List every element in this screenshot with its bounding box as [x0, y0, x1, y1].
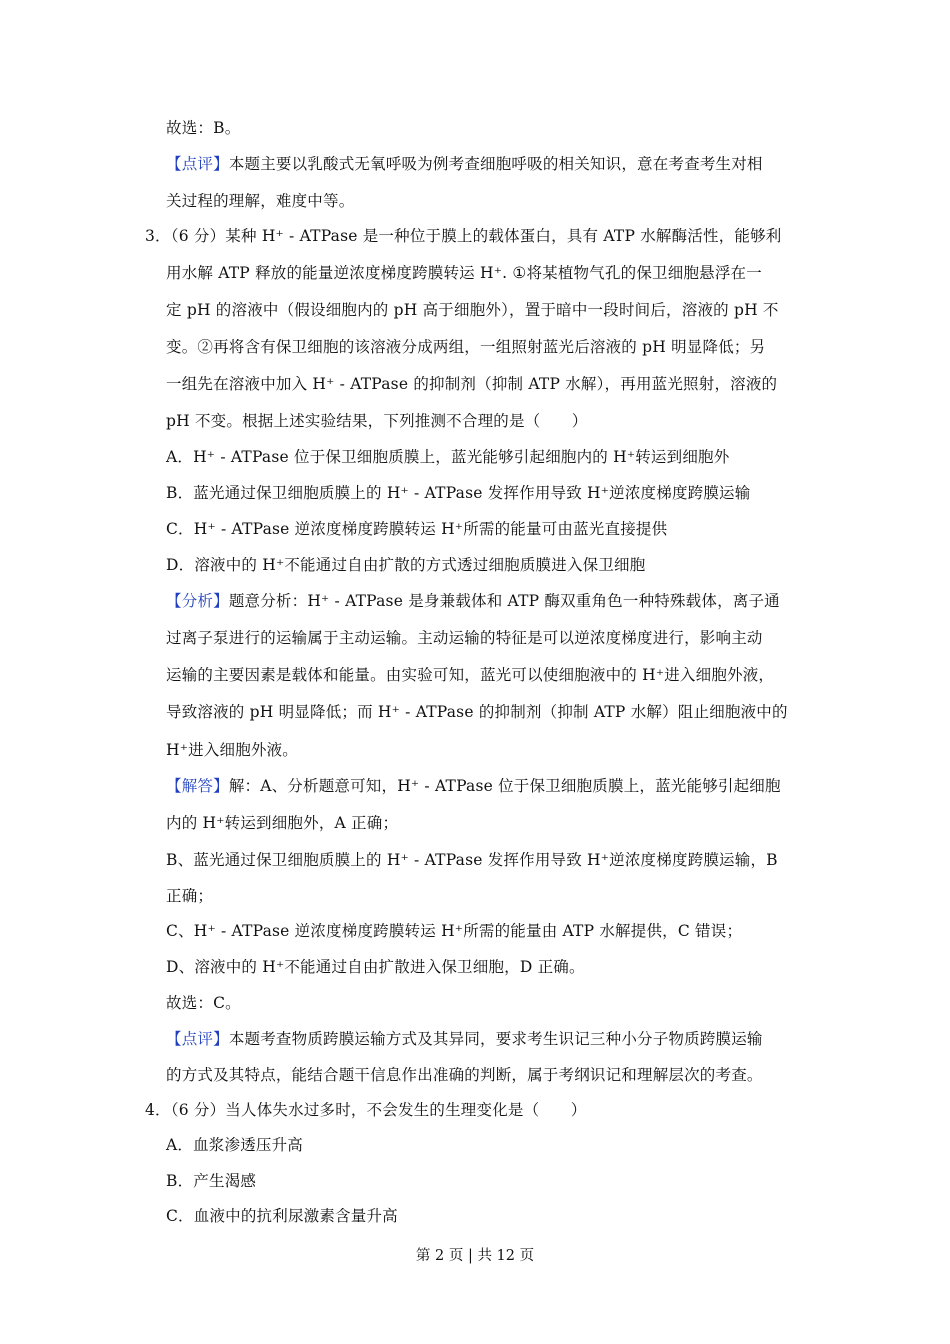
line-text: 导致溶液的 pH 明显降低；而 H⁺ - ATPase 的抑制剂（抑制 ATP 水解）阻止细胞液中的: [166, 703, 788, 721]
text-line: [145, 226, 782, 246]
text-line: [166, 921, 742, 941]
line-text: 的方式及其特点，能结合题干信息作出准确的判断，属于考纲识记和理解层次的考查。: [166, 1066, 763, 1084]
line-text: C．H⁺ - ATPase 逆浓度梯度跨膜转运 H⁺所需的能量可由蓝光直接提供: [166, 520, 668, 538]
text-line: [166, 519, 667, 539]
line-text: A．血浆渗透压升高: [166, 1136, 303, 1154]
text-line: [166, 483, 750, 503]
text-line: [166, 1206, 398, 1226]
text-line: [166, 740, 298, 760]
text-line: [166, 886, 213, 906]
line-text: 过离子泵进行的运输属于主动运输。主动运输的特征是可以逆浓度梯度进行，影响主动: [166, 629, 763, 647]
line-text: 一组先在溶液中加入 H⁺ - ATPase 的抑制剂（抑制 ATP 水解），再用蓝光照射，溶液的: [166, 375, 778, 393]
section-tag: 【分析】: [166, 592, 229, 610]
line-text: pH 不变。根据上述实验结果，下列推测不合理的是（ ）: [166, 412, 588, 430]
line-text: D、溶液中的 H⁺不能通过自由扩散进入保卫细胞，D 正确。: [166, 958, 585, 976]
text-line: [166, 628, 763, 648]
text-line: [166, 1171, 256, 1191]
section-tag: 【点评】: [166, 1030, 229, 1048]
line-text: 题意分析：H⁺ - ATPase 是身兼载体和 ATP 酶双重角色一种特殊载体，离子通: [228, 592, 780, 610]
text-line: [166, 1029, 763, 1049]
text-line: [166, 1065, 763, 1085]
line-text: 用水解 ATP 释放的能量逆浓度梯度跨膜转运 H⁺. ①将某植物气孔的保卫细胞悬浮在一: [166, 264, 762, 282]
text-line: [166, 1135, 303, 1155]
line-text: C、H⁺ - ATPase 逆浓度梯度跨膜转运 H⁺所需的能量由 ATP 水解提供，C 错误；: [166, 922, 743, 940]
text-line: [166, 411, 587, 431]
text-line: [166, 191, 354, 211]
text-line: [166, 555, 645, 575]
line-text: 内的 H⁺转运到细胞外，A 正确；: [166, 814, 399, 832]
text-line: [166, 337, 765, 357]
line-text: 4．（6 分）当人体失水过多时，不会发生的生理变化是（ ）: [145, 1101, 587, 1119]
line-text: 关过程的理解，难度中等。: [166, 192, 355, 210]
text-line: [166, 776, 781, 796]
line-text: B．产生渴感: [166, 1172, 257, 1190]
line-text: B．蓝光通过保卫细胞质膜上的 H⁺ - ATPase 发挥作用导致 H⁺逆浓度梯度跨膜运输: [166, 484, 751, 502]
section-tag: 【解答】: [166, 777, 229, 795]
line-text: 故选：B。: [166, 119, 241, 137]
text-line: [145, 1100, 586, 1120]
line-text: 本题主要以乳酸式无氧呼吸为例考查细胞呼吸的相关知识，意在考查考生对相: [228, 155, 763, 173]
line-text: C．血液中的抗利尿激素含量升高: [166, 1207, 398, 1225]
text-line: [166, 447, 729, 467]
section-tag: 【点评】: [166, 155, 229, 173]
line-text: 3．（6 分）某种 H⁺ - ATPase 是一种位于膜上的载体蛋白，具有 ATP 水解酶活性，能够利: [145, 227, 782, 245]
text-line: [166, 702, 788, 722]
text-line: [166, 263, 762, 283]
line-text: 正确；: [166, 887, 214, 905]
line-text: 定 pH 的溶液中（假设细胞内的 pH 高于细胞外），置于暗中一段时间后，溶液的 pH 不: [166, 301, 779, 319]
text-line: [166, 591, 780, 611]
text-line: [166, 813, 398, 833]
line-text: 故选：C。: [166, 994, 241, 1012]
line-text: 运输的主要因素是载体和能量。由实验可知，蓝光可以使细胞液中的 H⁺进入细胞外液，: [166, 666, 775, 684]
line-text: 解：A、分析题意可知，H⁺ - ATPase 位于保卫细胞质膜上，蓝光能够引起细胞: [228, 777, 781, 795]
text-line: [166, 665, 774, 685]
text-line: [166, 118, 240, 138]
page-footer: 第 2 页 | 共 12 页: [415, 1248, 535, 1264]
text-line: [166, 957, 585, 977]
text-line: [166, 374, 777, 394]
text-line: [166, 154, 763, 174]
line-text: H⁺进入细胞外液。: [166, 741, 298, 759]
text-line: [166, 850, 778, 870]
line-text: B、蓝光通过保卫细胞质膜上的 H⁺ - ATPase 发挥作用导致 H⁺逆浓度梯度跨膜运输，B: [166, 851, 778, 869]
line-text: D．溶液中的 H⁺不能通过自由扩散的方式透过细胞质膜进入保卫细胞: [166, 556, 646, 574]
line-text: 本题考查物质跨膜运输方式及其异同，要求考生识记三种小分子物质跨膜运输: [228, 1030, 763, 1048]
line-text: A．H⁺ - ATPase 位于保卫细胞质膜上，蓝光能够引起细胞内的 H⁺转运到细胞外: [166, 448, 730, 466]
text-line: [166, 300, 779, 320]
text-line: [166, 993, 241, 1013]
line-text: 变。②再将含有保卫细胞的该溶液分成两组，一组照射蓝光后溶液的 pH 明显降低；另: [166, 338, 766, 356]
